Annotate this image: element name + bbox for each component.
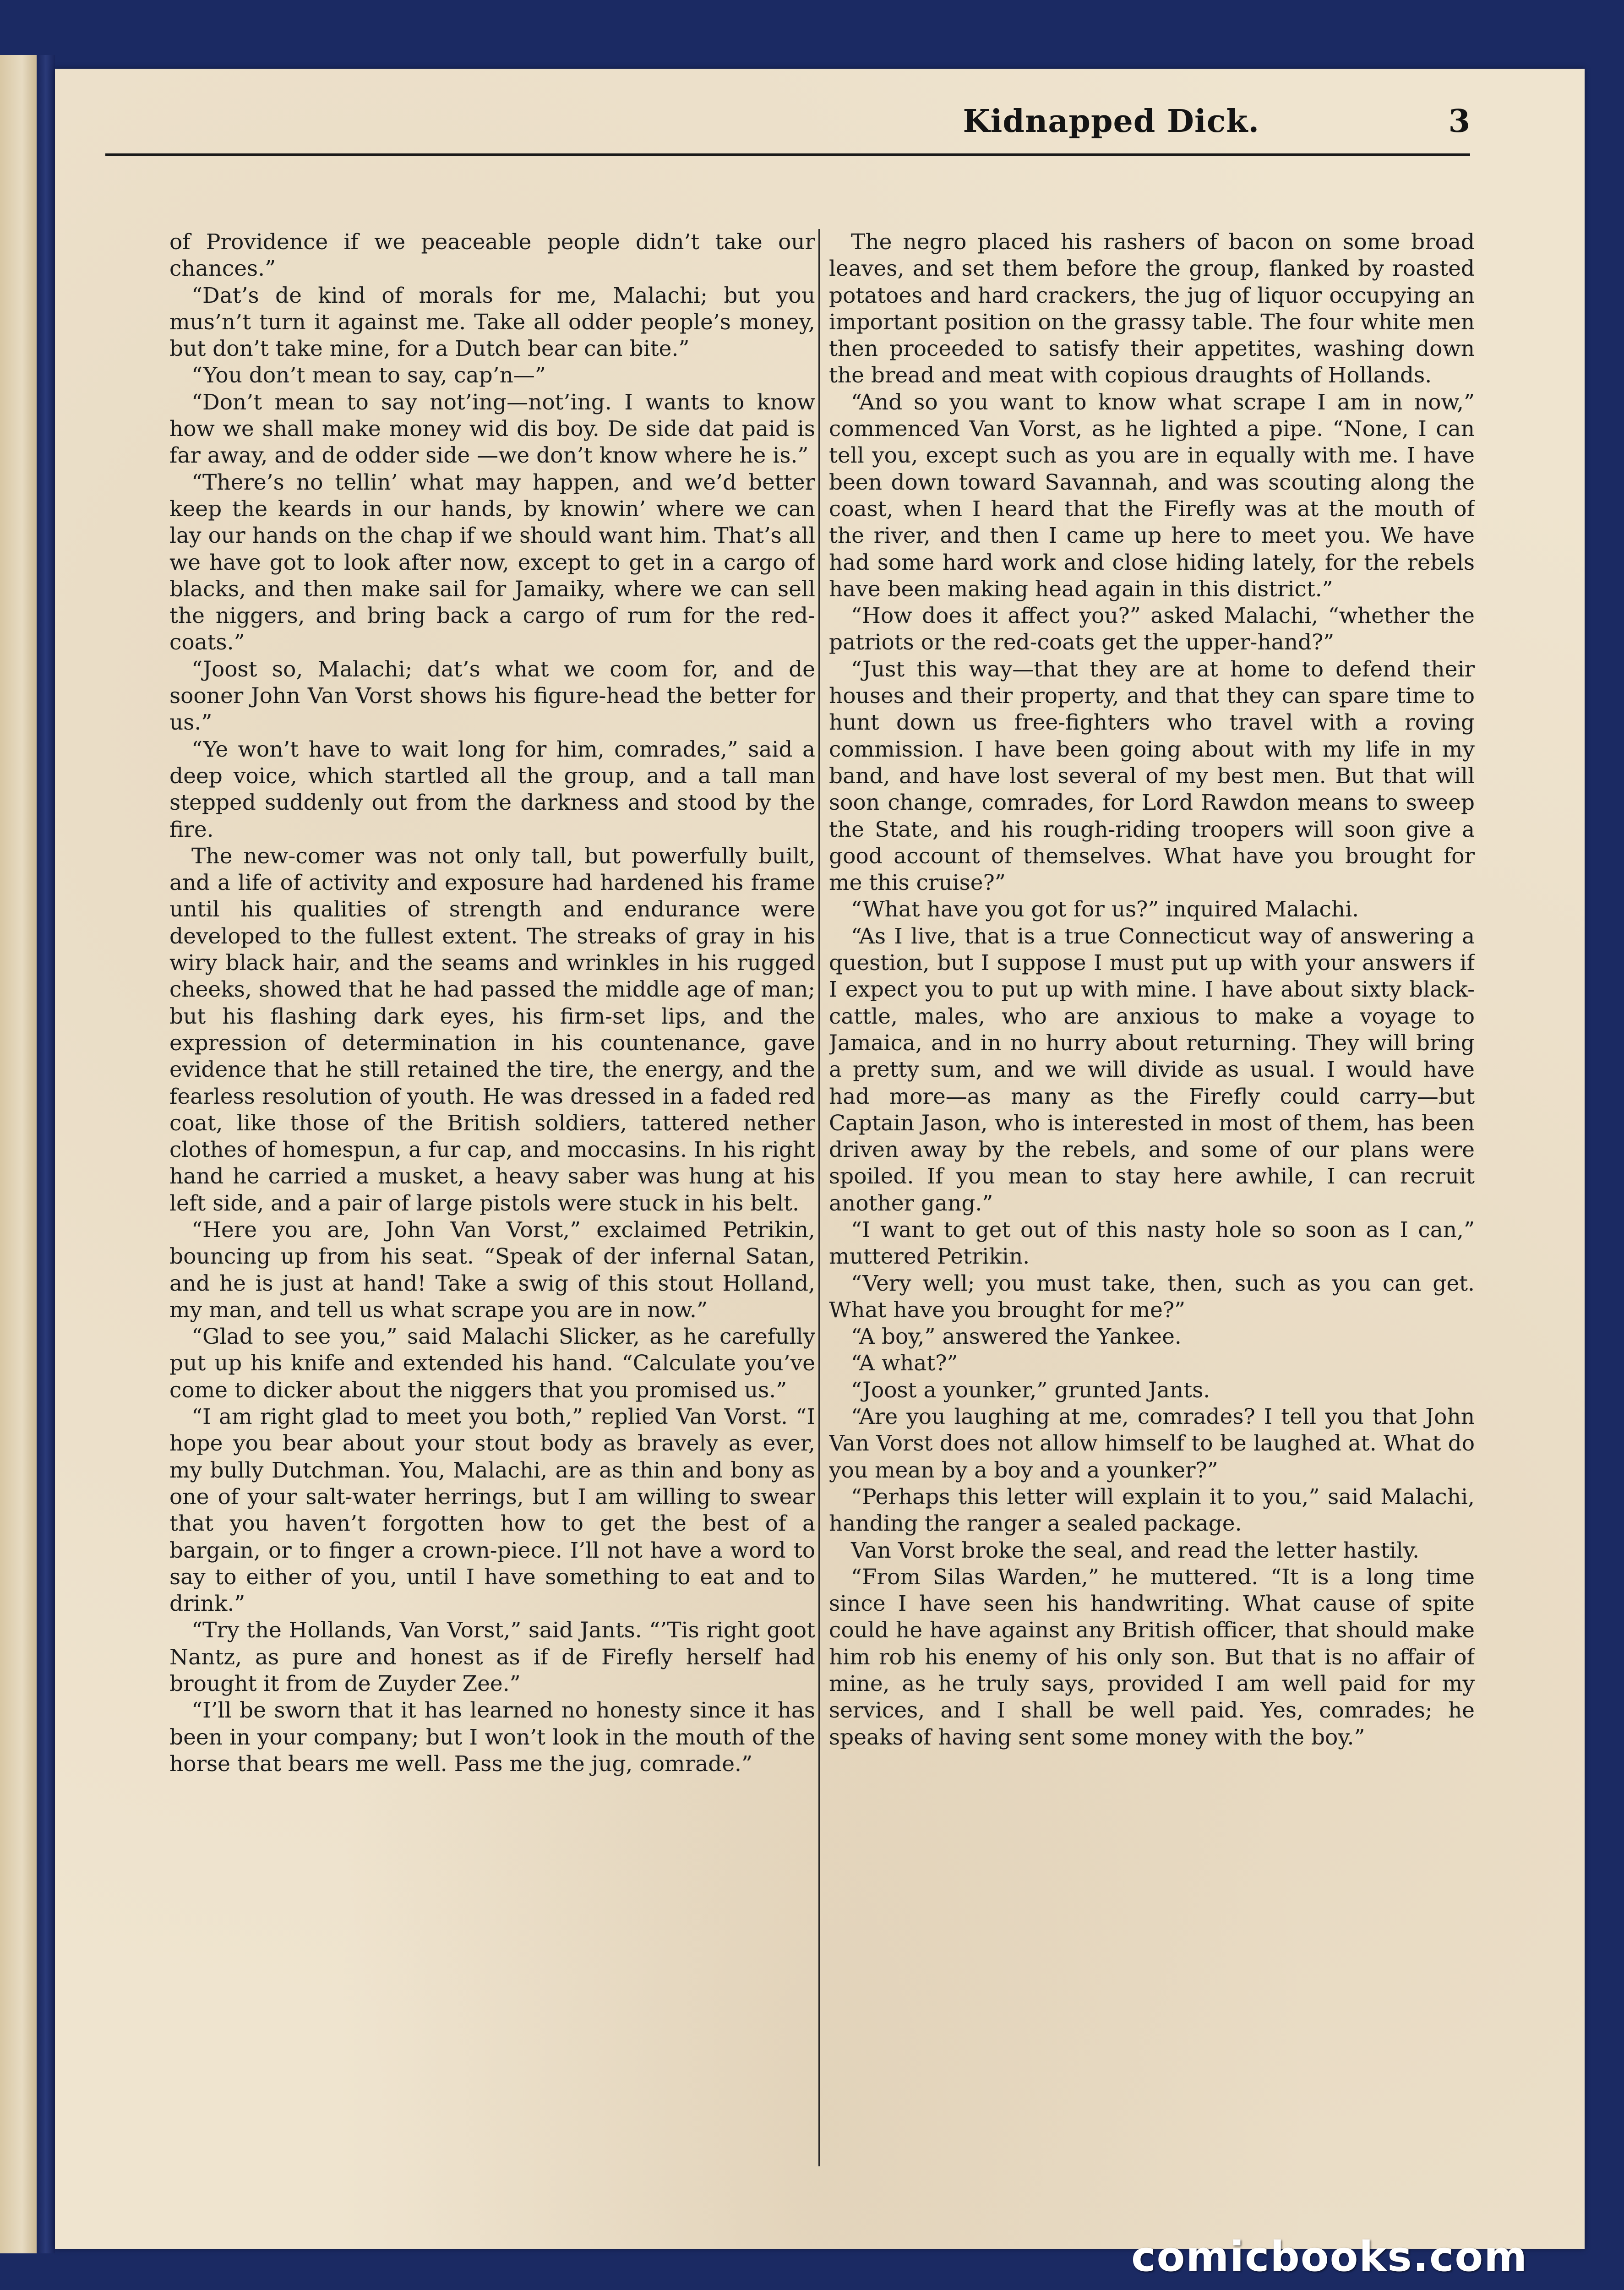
paragraph: “Ye won’t have to wait long for him, comrades,” said a deep voice, which startled all the group, and a tall man stepped suddenly out from the darkness and stood by the fire. (169, 736, 815, 842)
paragraph: “And so you want to know what scrape I am in now,” commenced Van Vorst, as he lighted a pipe. “None, I can tell you, except such as you are in equally with me. I have been down toward Savannah, and was scouting along the coast, when I heard that the Firefly was at the mouth of the river, and then I came up here to meet you. We have had some hard work and close hiding lately, for the rebels have been making head again in this district.” (829, 389, 1475, 602)
paragraph: “How does it affect you?” asked Malachi, “whether the patriots or the red-coats get the upper-hand?” (829, 603, 1475, 655)
paragraph: “What have you got for us?” inquired Malachi. (851, 897, 1359, 922)
paragraph: “Joost so, Malachi; dat’s what we coom for, and de sooner John Van Vorst shows his figure-head the better for us.” (169, 656, 815, 736)
column-divider (818, 229, 820, 2166)
paragraph: “Joost a younker,” grunted Jants. (851, 1377, 1210, 1403)
paragraph: “From Silas Warden,” he muttered. “It is a long time since I have seen his handwriting. What cause of spite could he have against any British officer, that should make him rob his enemy of his only son. But that is no affair of mine, as he truly says, provided I am well paid for my services, and I shall be well paid. Yes, comrades; he speaks of having sent some money with the boy.” (829, 1564, 1475, 1750)
page-header (105, 85, 1470, 156)
paragraph: “You don’t mean to say, cap’n—” (191, 363, 546, 388)
previous-page-edge (0, 55, 38, 2253)
paragraph: “Don’t mean to say not’ing—not’ing. I wants to know how we shall make money wid dis boy. De side dat paid is far away, and de odder side —we don’t know where he is.” (169, 389, 815, 469)
paragraph: “Glad to see you,” said Malachi Slicker, as he carefully put up his knife and extended his hand. “Calculate you’ve come to dicker about the niggers that you promised us.” (169, 1324, 815, 1403)
text-column-left (169, 229, 815, 2166)
paragraph: “Try the Hollands, Van Vorst,” said Jants. “’Tis right goot Nantz, as pure and honest as if de Firefly herself had brought it from de Zuyder Zee.” (169, 1618, 815, 1697)
text-column-right (829, 229, 1475, 2166)
running-title: Kidnapped Dick. (963, 103, 1259, 140)
paragraph: “Perhaps this letter will explain it to you,” said Malachi, handing the ranger a sealed package. (829, 1484, 1475, 1537)
paragraph: “Just this way—that they are at home to defend their houses and their property, and that they can spare time to hunt down us free-fighters who travel with a roving commission. I have been going about with my life in my band, and have lost several of my best men. But that will soon change, comrades, for Lord Rawdon means to sweep the State, and his rough-riding troopers will soon give a good account of themselves. What have you brought for me this cruise?” (829, 656, 1475, 896)
paragraph: “I’ll be sworn that it has learned no honesty since it has been in your company; but I won’t look in the mouth of the horse that bears me well. Pass me the jug, comrade.” (169, 1698, 815, 1777)
paragraph: “There’s no tellin’ what may happen, and we’d better keep the keards in our hands, by knowin’ where we can lay our hands on the chap if we should want him. That’s all we have got to look after now, except to get in a cargo of blacks, and then make sail for Jamaiky, where we can sell the niggers, and bring back a cargo of rum for the red-coats.” (169, 469, 815, 655)
paragraph: “Are you laughing at me, comrades? I tell you that John Van Vorst does not allow himself to be laughed at. What do you mean by a boy and a younker?” (829, 1404, 1475, 1483)
paragraph: “I am right glad to meet you both,” replied Van Vorst. “I hope you bear about your stout body as bravely as ever, my bully Dutchman. You, Malachi, are as thin and bony as one of your salt-water herrings, but I am willing to swear that you haven’t forgotten how to get the best of a bargain, or to finger a crown-piece. I’ll not have a word to say to either of you, until I have something to eat and to drink.” (169, 1404, 815, 1617)
paragraph: “A boy,” answered the Yankee. (851, 1324, 1182, 1350)
paragraph: “Dat’s de kind of morals for me, Malachi; but you mus’n’t turn it against me. Take all odder people’s money, but don’t take mine, for a Dutch bear can bite.” (169, 283, 815, 362)
paragraph: of Providence if we peaceable people didn’t take our chances.” (169, 229, 815, 282)
paragraph: “A what?” (851, 1351, 958, 1376)
paragraph: “Very well; you must take, then, such as you can get. What have you brought for me?” (829, 1270, 1475, 1323)
paragraph: Van Vorst broke the seal, and read the letter hastily. (851, 1538, 1420, 1563)
page-number: 3 (1448, 103, 1470, 140)
paragraph: The negro placed his rashers of bacon on some broad leaves, and set them before the group, flanked by roasted potatoes and hard crackers, the jug of liquor occupying an important position on the grassy table. The four white men then proceeded to satisfy their appetites, washing down the bread and meat with copious draughts of Hollands. (829, 229, 1475, 388)
binding-gutter (37, 55, 55, 2253)
paragraph: “Here you are, John Van Vorst,” exclaimed Petrikin, bouncing up from his seat. “Speak of der infernal Satan, and he is just at hand! Take a swig of this stout Holland, my man, and tell us what scrape you are in now.” (169, 1217, 815, 1323)
paragraph: “I want to get out of this nasty hole so soon as I can,” muttered Petrikin. (829, 1217, 1475, 1270)
paragraph: “As I live, that is a true Connecticut way of answering a question, but I suppose I must put up with your answers if I expect you to put up with mine. I have about sixty black-cattle, males, who are anxious to make a voyage to Jamaica, and in no hurry about returning. They will bring a pretty sum, and we will divide as usual. I would have had more—as many as the Firefly could carry—but Captain Jason, who is interested in most of them, has been driven away by the rebels, and some of our plans were spoiled. If you mean to stay here awhile, I can recruit another gang.” (829, 923, 1475, 1216)
paragraph: The new-comer was not only tall, but powerfully built, and a life of activity and exposure had hardened his frame until his qualities of strength and endurance were developed to the fullest extent. The streaks of gray in his wiry black hair, and the seams and wrinkles in his rugged cheeks, showed that he had passed the middle age of man; but his flashing dark eyes, his firm-set lips, and the expression of determination in his countenance, gave evidence that he still retained the tire, the energy, and the fearless resolution of youth. He was dressed in a faded red coat, like those of the British soldiers, tattered nether clothes of homespun, a fur cap, and moccasins. In his right hand he carried a musket, a heavy saber was hung at his left side, and a pair of large pistols were stuck in his belt. (169, 843, 815, 1216)
site-watermark: comicbooks.com (1131, 2233, 1528, 2281)
